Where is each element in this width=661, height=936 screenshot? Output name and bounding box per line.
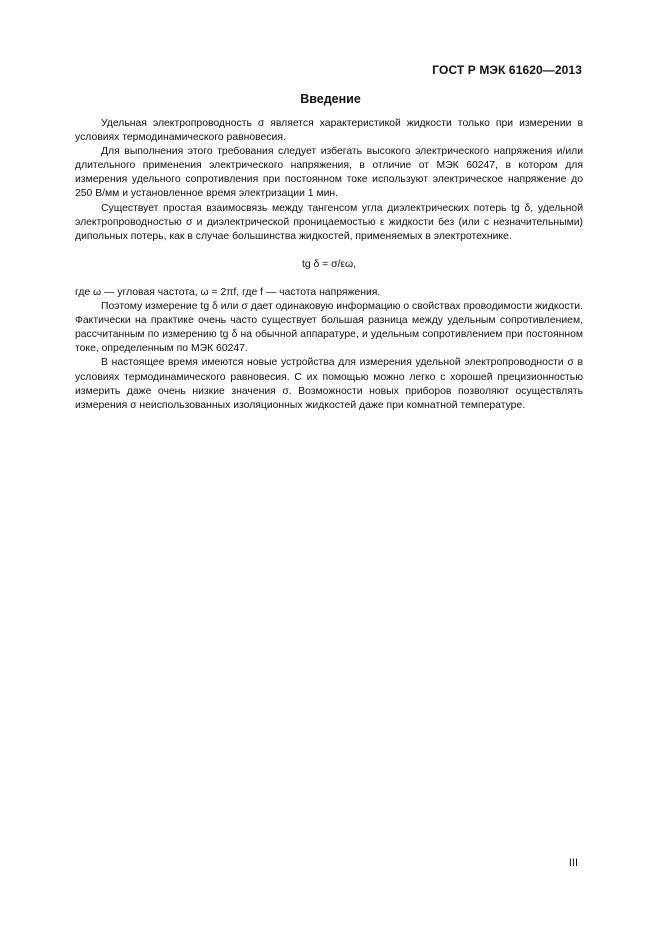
formula: tg δ = σ/εω, [301,258,357,270]
paragraph-voltage-requirement: Для выполнения этого требования следует избегать высокого электрического напряжения и/или длительного применения электрического напряжения, в отличие от МЭК 60247, в котором для измерения удельного сопротивления при постоянном токе используют электрическое напряжение до 250 В/мм и установленное время электризации 1 мин. [75,146,583,200]
section-title: Введение [300,92,361,106]
standard-code-header: ГОСТ Р МЭК 61620—2013 [432,63,582,77]
formula-explanation: где ω — угловая частота, ω = 2πf, где f — частота напряжения. [75,286,381,298]
paragraph-new-devices: В настоящее время имеются новые устройства для измерения удельной электропроводности σ в условиях термодинамического равновесия. С их помощью можно легко с хорошей прецизионностью измерить даже очень низкие значения σ. Возможности новых приборов позволяют осуществлять измерения σ неиспользованных изоляционных жидкостей даже при комнатной температуре. [75,357,583,411]
paragraph-conductivity-intro: Удельная электропроводность σ является характеристикой жидкости только при измерении в условиях термодинамического равновесия. [75,118,583,144]
paragraph-measurement-difference: Поэтому измерение tg δ или σ дает одинаковую информацию о свойствах проводимости жидкости. Фактически на практике очень часто существует большая разница между удельным сопротивлением, рассчитанным по измерению tg δ на обычной аппаратуре, и удельным сопротивлением при постоянном токе, определенным по МЭК 60247. [75,301,583,355]
document-body [75,117,583,413]
paragraph-tangent-relation: Существует простая взаимосвязь между тангенсом угла диэлектрических потерь tg δ, удельной электропроводностью σ и диэлектрической проницаемостью ε жидкости без (или с незначительными) дипольных потерь, как в случае большинства жидкостей, применяемых в электротехнике. [75,202,583,242]
page-number: III [568,857,578,869]
